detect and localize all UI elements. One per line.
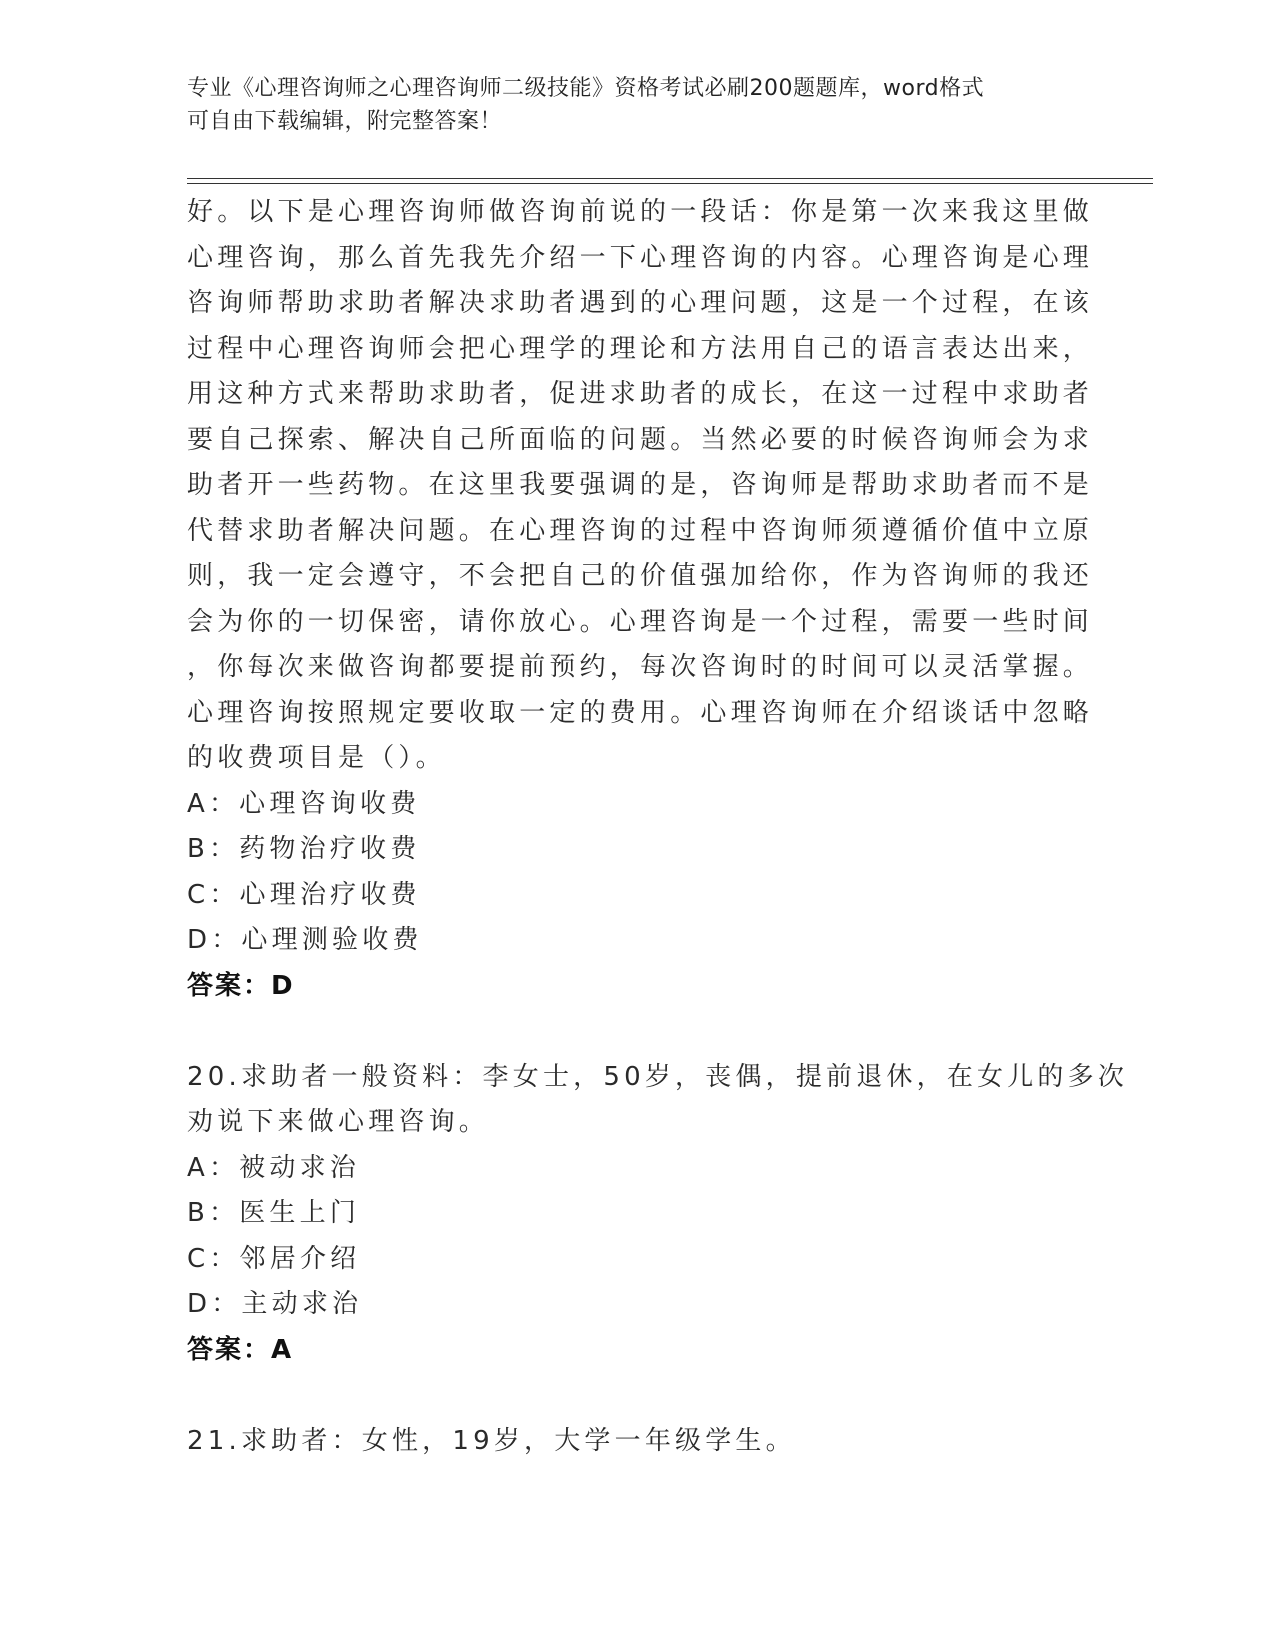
document-body — [187, 190, 1129, 1464]
page-header — [187, 72, 1087, 138]
question-text-line: 代替求助者解决问题。在心理咨询的过程中咨询师须遵循价值中立原 — [187, 515, 1094, 546]
question-text-line: 心理咨询按照规定要收取一定的费用。心理咨询师在介绍谈话中忽略 — [187, 697, 1094, 728]
question-text-line: 会为你的一切保密，请你放心。心理咨询是一个过程，需要一些时间 — [187, 606, 1094, 637]
option-a: A：被动求治 — [187, 1152, 360, 1183]
question-text-line: 21.求助者：女性，19岁，大学一年级学生。 — [187, 1425, 796, 1456]
question-text-line: 劝说下来做心理咨询。 — [187, 1107, 490, 1137]
answer: 答案：D — [187, 970, 295, 1001]
header-divider-bottom — [187, 183, 1153, 184]
question-text-line: 用这种方式来帮助求助者，促进求助者的成长，在这一过程中求助者 — [187, 379, 1094, 409]
question-text-line: ，你每次来做咨询都要提前预约，每次咨询时的时间可以灵活掌握。 — [187, 652, 1094, 682]
option-a: A：心理咨询收费 — [187, 788, 421, 819]
header-line: 可自由下载编辑，附完整答案！ — [187, 109, 503, 134]
option-d: D：心理测验收费 — [187, 925, 423, 955]
question-20 — [187, 1055, 1129, 1374]
question-text-line: 过程中心理咨询师会把心理学的理论和方法用自己的语言表达出来， — [187, 333, 1094, 364]
option-d: D：主动求治 — [187, 1289, 363, 1319]
question-21 — [187, 1419, 1087, 1465]
question-text-line: 则，我一定会遵守，不会把自己的价值强加给你，作为咨询师的我还 — [187, 561, 1094, 591]
option-c: C：心理治疗收费 — [187, 879, 421, 910]
header-line: 专业《心理咨询师之心理咨询师二级技能》资格考试必刷200题题库，word格式 — [187, 76, 985, 101]
question-19-continued — [187, 190, 1094, 1009]
spacer — [187, 1009, 1087, 1055]
spacer — [187, 1373, 1087, 1419]
question-text-line: 心理咨询，那么首先我先介绍一下心理咨询的内容。心理咨询是心理 — [187, 242, 1094, 273]
option-b: B：药物治疗收费 — [187, 834, 421, 864]
option-c: C：邻居介绍 — [187, 1243, 361, 1274]
question-text-line: 20.求助者一般资料：李女士，50岁，丧偶，提前退休，在女儿的多次 — [187, 1061, 1129, 1092]
option-b: B：医生上门 — [187, 1198, 361, 1228]
answer: 答案：A — [187, 1334, 294, 1365]
question-text-line: 助者开一些药物。在这里我要强调的是，咨询师是帮助求助者而不是 — [187, 470, 1094, 500]
header-divider-top — [187, 178, 1153, 179]
question-text-line: 好。以下是心理咨询师做咨询前说的一段话：你是第一次来我这里做 — [187, 197, 1094, 227]
question-text-line: 要自己探索、解决自己所面临的问题。当然必要的时候咨询师会为求 — [187, 424, 1094, 455]
question-text-line: 的收费项目是（）。 — [187, 743, 446, 773]
question-text-line: 咨询师帮助求助者解决求助者遇到的心理问题，这是一个过程，在该 — [187, 288, 1094, 318]
